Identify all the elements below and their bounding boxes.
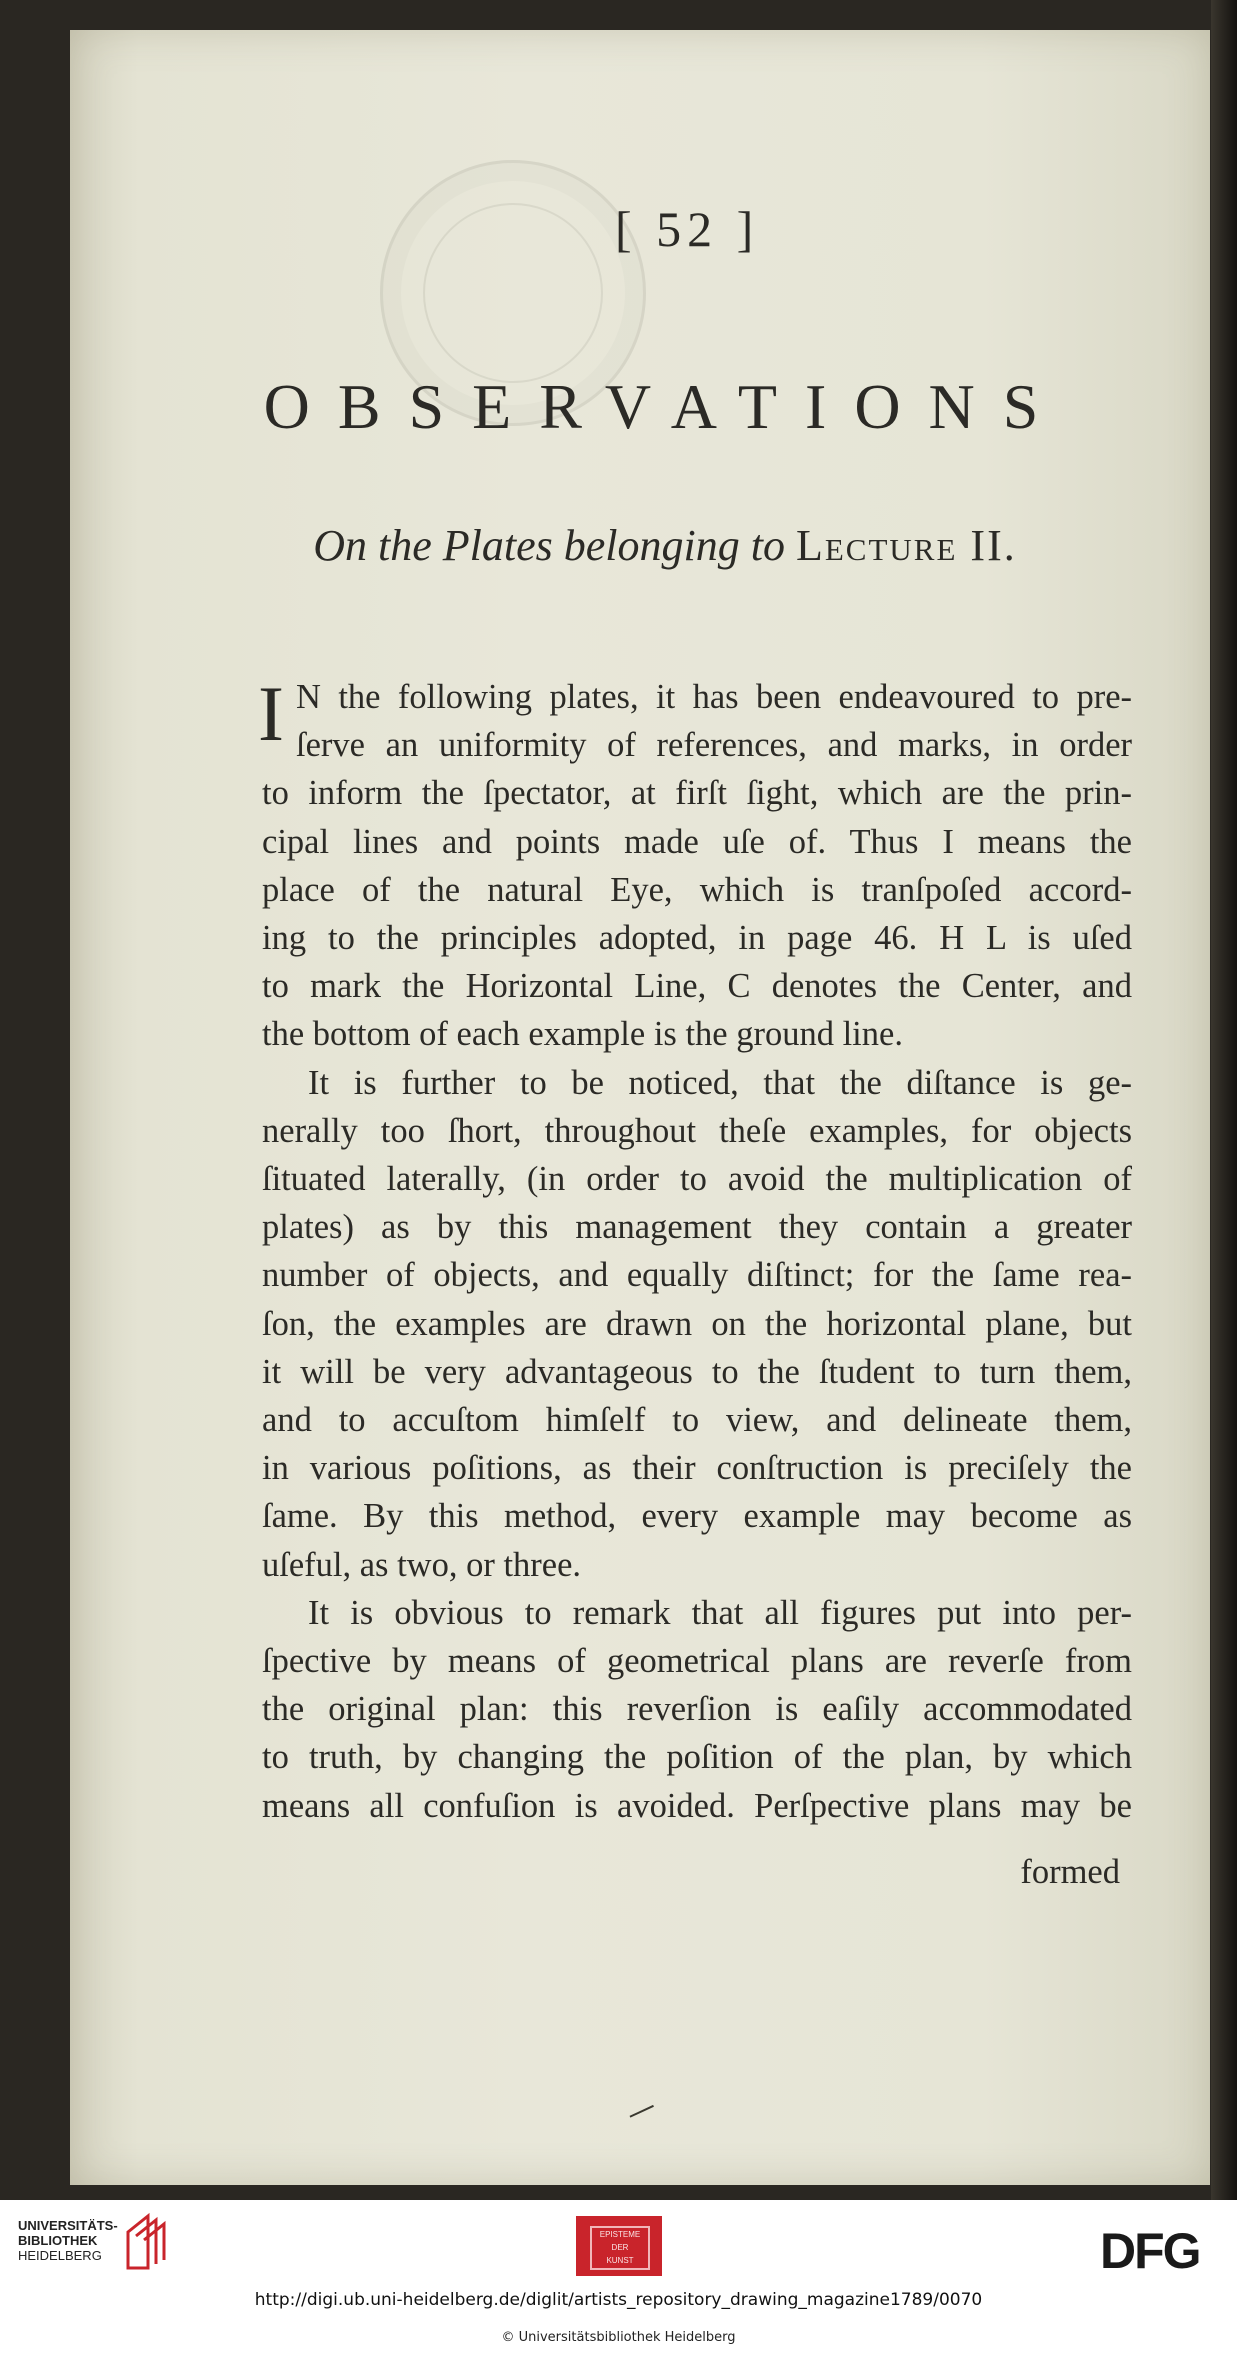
page-subheading xyxy=(200,520,1130,571)
paragraph-3 xyxy=(262,1589,1132,1830)
text-line: N the following plates, it has been endeavoured to pre- xyxy=(296,678,1132,716)
paragraph-2 xyxy=(262,1059,1132,1589)
page-number: [ 52 ] xyxy=(615,201,760,257)
paragraph-1 xyxy=(262,673,1132,1059)
drop-cap: I xyxy=(258,670,284,757)
text-line: ing to the principles adopted, in page 46. H L is uſed xyxy=(262,919,1132,958)
source-url[interactable]: http://digi.ub.uni-heidelberg.de/diglit/artists_repository_drawing_magazine1789/0070 xyxy=(254,2290,983,2310)
text-line: ſerve an uniformity of references, and marks, in order xyxy=(296,726,1132,765)
text-line: ſituated laterally, (in order to avoid the multiplication of xyxy=(262,1160,1132,1199)
dfg-logo: DFG xyxy=(1100,2223,1200,2279)
text-line: It is obvious to remark that all figures put into per- xyxy=(308,1593,1132,1632)
library-name-line: HEIDELBERG xyxy=(18,2248,102,2263)
book-spine-edge xyxy=(1211,0,1237,2200)
text-line: means all confuſion is avoided. Perſpective plans may be xyxy=(262,1786,1132,1825)
project-badge-inner xyxy=(590,2226,650,2270)
subheading-italic: On the Plates belonging to xyxy=(313,521,785,570)
badge-line: KUNST xyxy=(606,2256,634,2265)
text-line: cipal lines and points made uſe of. Thus I means the xyxy=(262,822,1132,861)
text-line: uſeful, as two, or three. xyxy=(262,1545,582,1584)
page-heading: OBSERVATIONS xyxy=(263,371,1067,442)
text-line: to mark the Horizontal Line, C denotes the Center, and xyxy=(262,967,1132,1006)
text-line: and to accuſtom himſelf to view, and delineate them, xyxy=(262,1401,1132,1440)
body-text xyxy=(258,670,1132,1830)
text-line: nerally too ſhort, throughout theſe examples, for objects xyxy=(262,1111,1132,1150)
text-line: ſon, the examples are drawn on the horizontal plane, but xyxy=(262,1304,1132,1343)
text-line: plates) as by this management they contain a greater xyxy=(262,1208,1132,1247)
text-line: It is further to be noticed, that the diſtance is ge- xyxy=(308,1063,1132,1102)
text-line: ſame. By this method, every example may become as xyxy=(262,1497,1132,1536)
text-line: place of the natural Eye, which is tranſpoſed accord- xyxy=(262,870,1132,909)
badge-line: EPISTEME DER xyxy=(599,2230,641,2252)
library-name-line: BIBLIOTHEK xyxy=(18,2233,98,2248)
text-line: the original plan: this reverſion is eaſily accommodated xyxy=(262,1690,1132,1729)
text-line: ſpective by means of geometrical plans are reverſe from xyxy=(262,1642,1132,1681)
library-name-line: UNIVERSITÄTS- xyxy=(18,2218,118,2233)
project-badge-icon xyxy=(576,2216,662,2276)
text-line: to truth, by changing the poſition of the plan, by which xyxy=(262,1738,1132,1777)
text-line: it will be very advantageous to the ſtudent to turn them, xyxy=(262,1352,1132,1391)
subheading-lecture: Lecture II. xyxy=(795,521,1017,570)
library-logo-text xyxy=(18,2218,118,2263)
text-line: number of objects, and equally diſtinct; for the ſame rea- xyxy=(262,1256,1132,1295)
copyright-notice: © Universitätsbibliothek Heidelberg xyxy=(501,2330,736,2345)
library-logo-icon xyxy=(122,2212,170,2272)
text-line: in various poſitions, as their conſtruction is preciſely the xyxy=(262,1449,1132,1488)
catchword: formed xyxy=(1020,1853,1120,1891)
text-line: to inform the ſpectator, at firſt ſight, which are the prin- xyxy=(262,774,1132,813)
text-line: the bottom of each example is the ground line. xyxy=(262,1015,903,1054)
library-stamp-inner xyxy=(423,203,603,383)
